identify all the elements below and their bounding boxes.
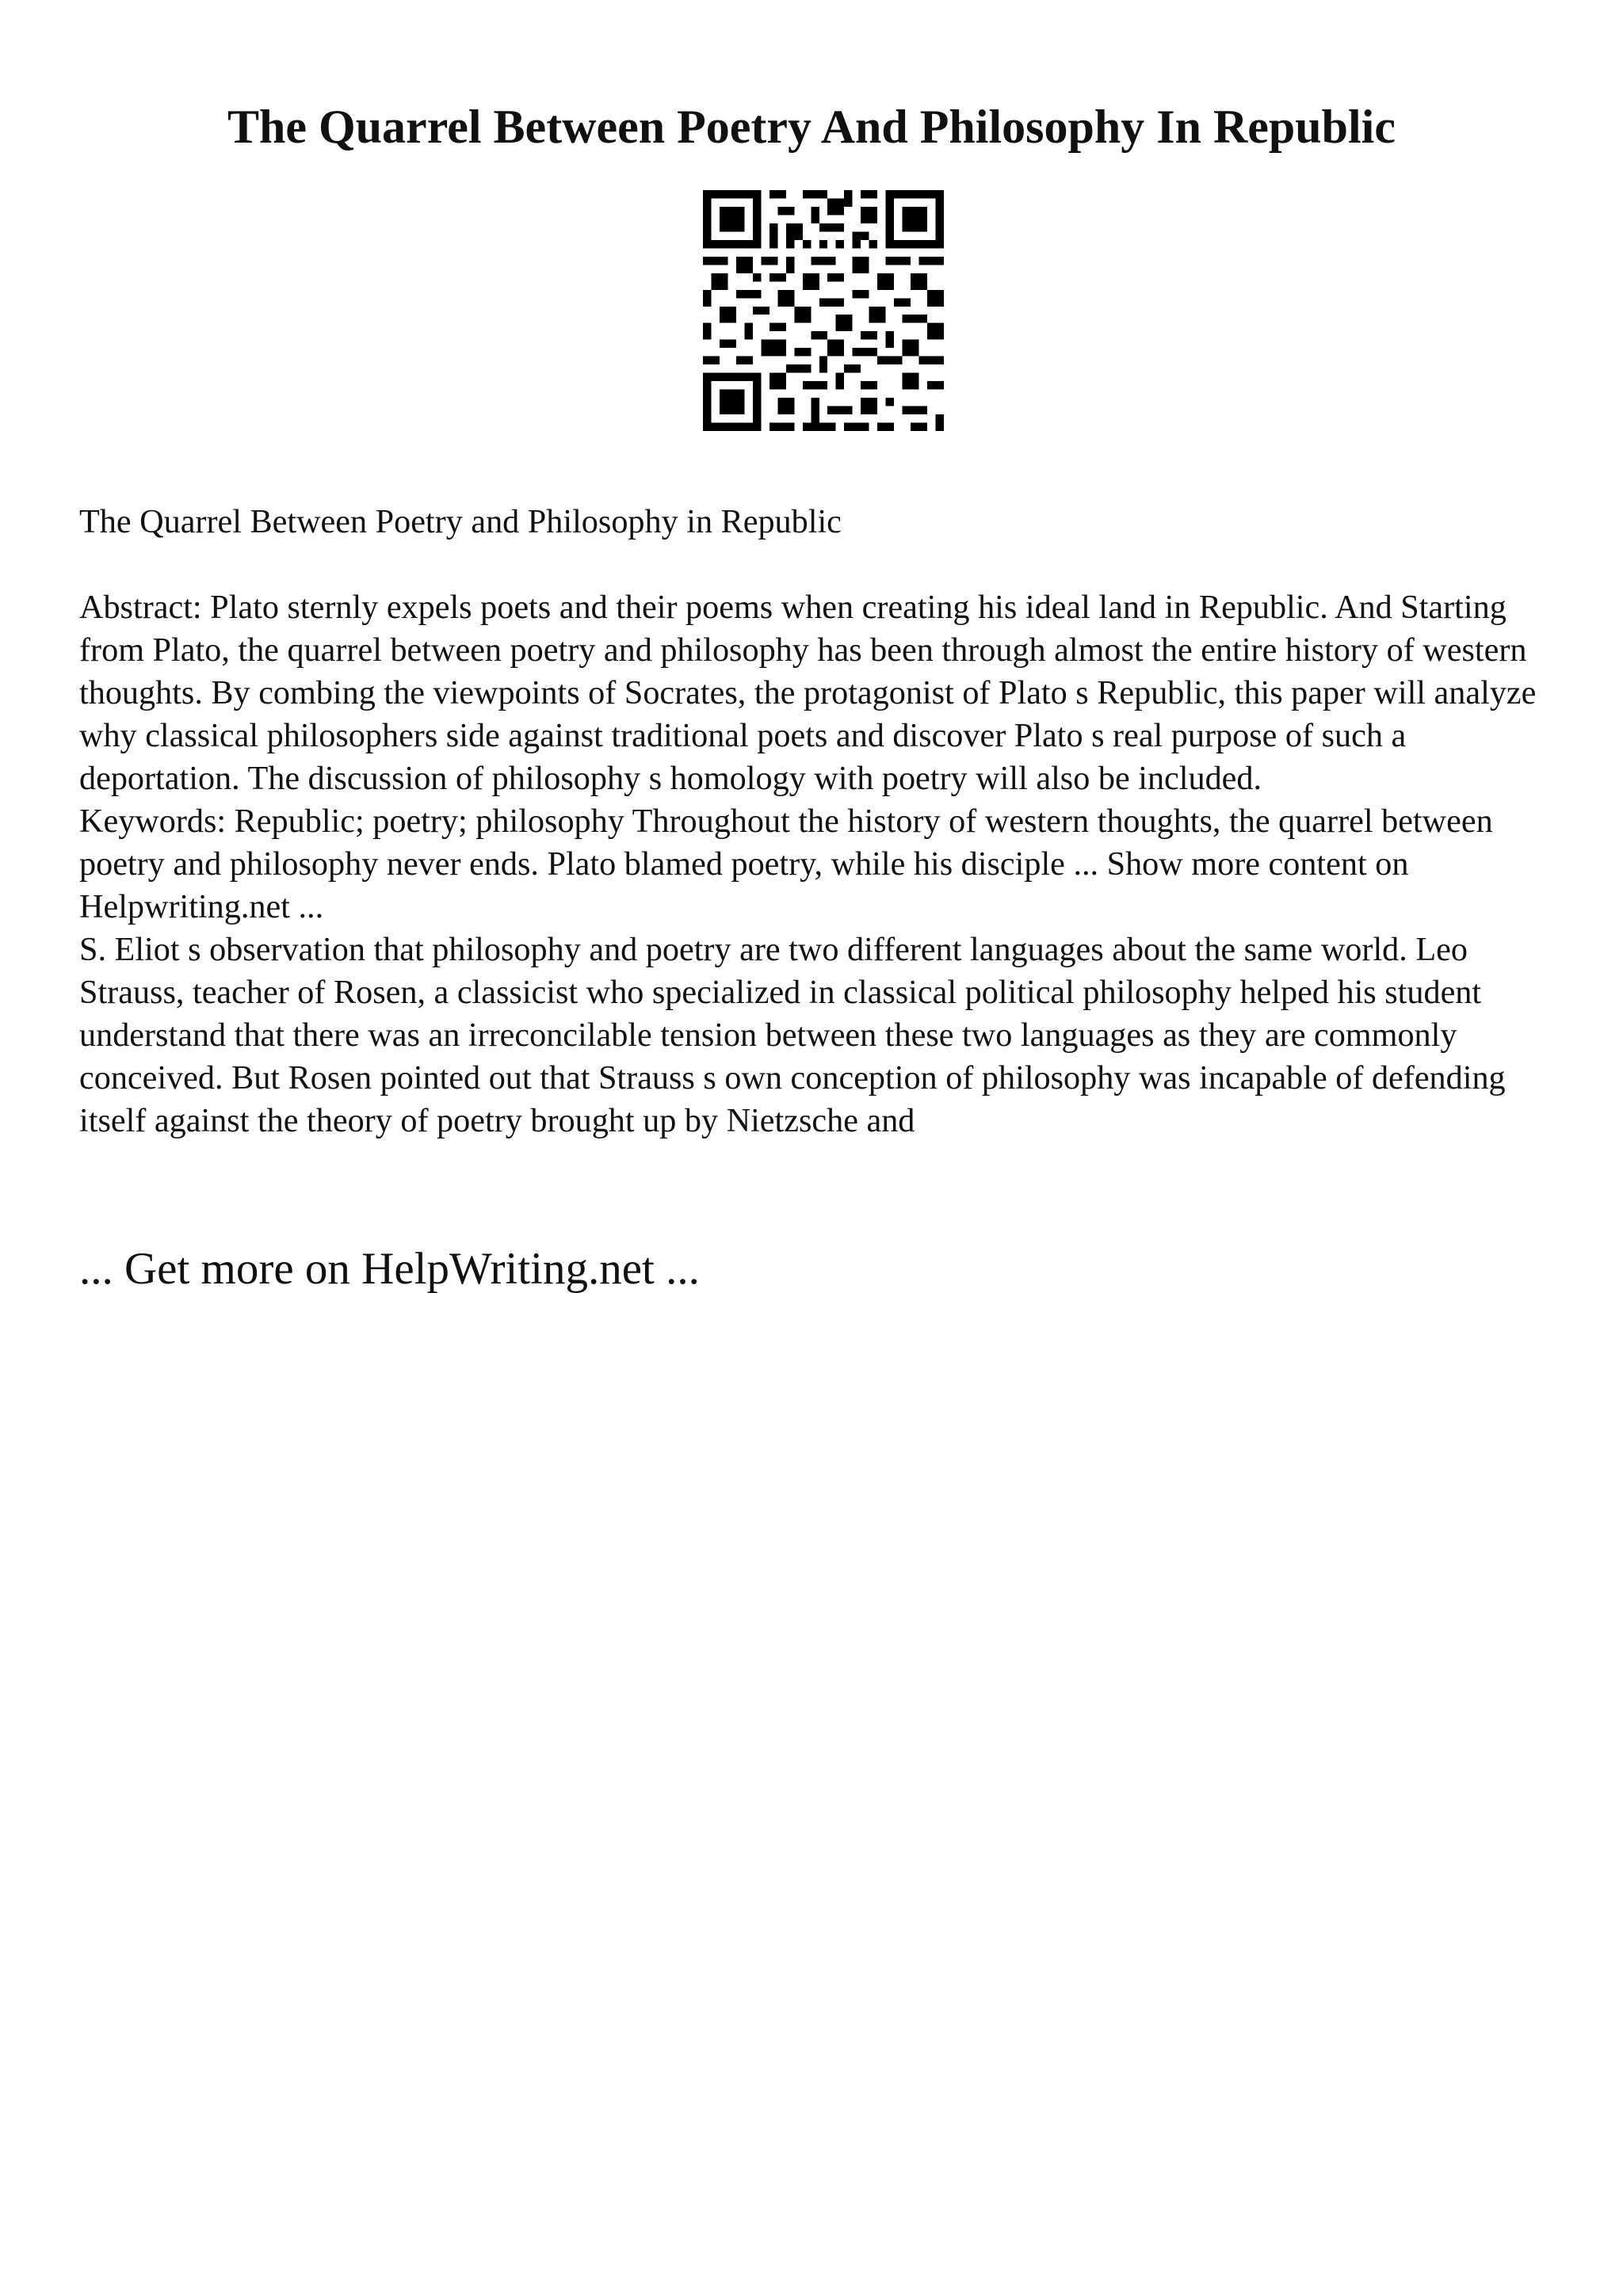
qr-code-icon (703, 190, 944, 431)
document-body (79, 501, 1553, 1142)
get-more-link[interactable]: ... Get more on HelpWriting.net ... (79, 1244, 700, 1294)
continuation-paragraph: S. Eliot s observation that philosophy and poetry are two different languages about the same world. Leo Strauss, teacher of Rosen, a classicist who specialized in classical political philosophy helped his student understand that there was an irreconcilable tension between these two languages as they are commonly conceived. But Rosen pointed out that Strauss s own conception of philosophy was incapable of defending itself against the theory of poetry brought up by Nietzsche and (79, 931, 1506, 1139)
abstract-paragraph: Abstract: Plato sternly expels poets and their poems when creating his ideal land in Republic. And Starting from Plato, the quarrel between poetry and philosophy has been through almost the entire history of western thoughts. By combing the viewpoints of Socrates, the protagonist of Plato s Republic, this paper will analyze why classical philosophers side against traditional poets and discover Plato s real purpose of such a deportation. The discussion of philosophy s homology with poetry will also be included. (79, 589, 1537, 797)
keywords-paragraph: Keywords: Republic; poetry; philosophy Throughout the history of western thoughts, the quarrel between poetry and philosophy never ends. Plato blamed poetry, while his disciple ... Show more content on Helpwriting.net ... (79, 803, 1493, 925)
document-subtitle: The Quarrel Between Poetry and Philosophy in Republic (79, 503, 842, 540)
document-title: The Quarrel Between Poetry And Philosophy In Republic (227, 101, 1396, 153)
